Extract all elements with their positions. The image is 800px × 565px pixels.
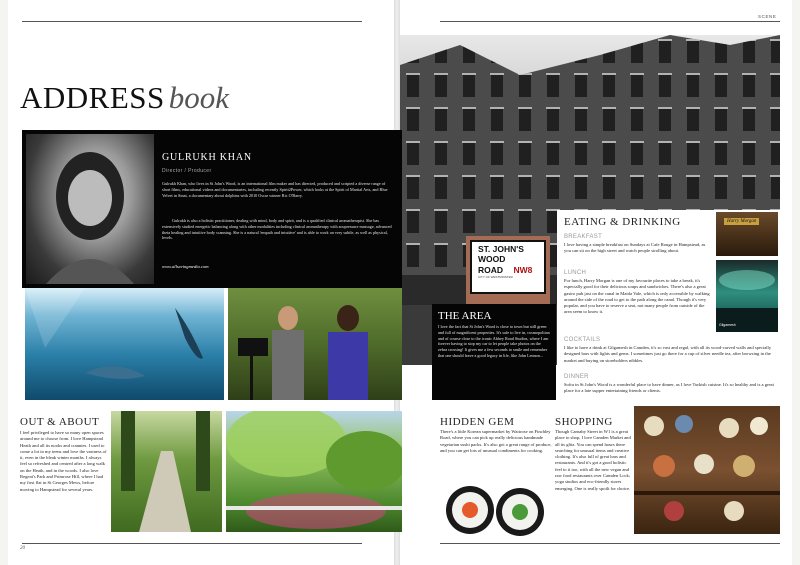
park-path-photo bbox=[111, 411, 222, 532]
profile-bio: Gulrukh Khan, who lives in St John's Wood, is an international film maker and has directed, produced and scripted a diverse range of short films, educational videos and documentaries, including recently Spirit2Power, which looks at the Spirit of Martial Arts, and Blue Velvet in Sinai, a documentary about dolphins with 2010 Oscar winner Ric O'Barry. bbox=[162, 181, 388, 198]
eating-heading: EATING & DRINKING bbox=[564, 216, 681, 228]
out-about-heading: OUT & ABOUT bbox=[20, 416, 100, 428]
gilgamesh-caption: Gilgamesh bbox=[719, 323, 736, 327]
park-path-illustration bbox=[111, 411, 222, 532]
profile-name: GULRUKH KHAN bbox=[162, 152, 252, 163]
lunch-text: For lunch, Harry Morgan is one of my favourite places to take a break, it's especially good for their delicious soups and sandwiches. There's also a great gastro pub just on the canal in Maida Vale, which is only accessible by walking around the side of the road to get to the path along the canal. Though it's very popular, and you have to reserve a seat, not many people from outside of the area seem to know it. bbox=[564, 278, 710, 315]
film-crew-illustration bbox=[228, 288, 402, 400]
breakfast-text: I love having a simple breakfast on Sundays at Cafe Rouge in Hampstead, as you can sit on the high street and watch people strolling about. bbox=[564, 242, 706, 254]
sushi-photo bbox=[440, 470, 552, 540]
dinner-label: DINNER bbox=[564, 374, 589, 380]
section-label: SCENE bbox=[758, 14, 777, 19]
page-number: 20 bbox=[20, 546, 25, 551]
street-sign-postcode: NW8 bbox=[513, 265, 533, 275]
shopping-heading: SHOPPING bbox=[555, 416, 613, 428]
page-title bbox=[20, 80, 229, 116]
street-sign-borough: CITY OF WESTMINSTER bbox=[478, 275, 513, 279]
cocktails-text: I like to have a drink at Gilgamesh in Camden, it's so vast and regal, with all its wood-carved walls and specially designed bars with lights and gems. I sometimes just go there for a cup of silver needle tea, after browsing in the market and buying on storeholders nibbles. bbox=[564, 345, 772, 363]
lunch-label: LUNCH bbox=[564, 270, 587, 276]
gilgamesh-illustration bbox=[716, 260, 778, 332]
profile-website[interactable]: www.allseeingmedia.com bbox=[162, 264, 209, 269]
profile-bio-2: Gulrukh is also a holistic practitioner, dealing with mind, body and spirit, and is a qualified clinical aromatherapist. She has extensively studied energetic balancing along with other modalities including clinical aromatherapy with acupressure massage, advanced theta healing and intuitive body scanning. She is a natural 'empath and intuitive' and is able to work on very subtle, as well as physical, levels. bbox=[162, 218, 392, 241]
cocktails-label: COCKTAILS bbox=[564, 337, 601, 343]
hidden-gem-text: There's a little Korean supermarket by Waitrose on Finchley Road, where you can pick up really delicious handmade vegetarian sushi packs. It's also got a great range of produce, and you can get lots of unusual condiments for cooking. bbox=[440, 429, 552, 453]
film-crew-photo bbox=[228, 288, 402, 400]
street-sign-line3-row bbox=[472, 264, 544, 275]
street-sign bbox=[466, 236, 550, 304]
market-photo bbox=[634, 406, 780, 534]
title-italic: book bbox=[168, 80, 230, 115]
title-main: ADDRESS bbox=[20, 80, 165, 115]
garden-photo bbox=[226, 411, 402, 532]
portrait-photo bbox=[26, 134, 154, 284]
area-heading: THE AREA bbox=[438, 310, 492, 322]
breakfast-label: BREAKFAST bbox=[564, 234, 603, 240]
top-rule-left bbox=[22, 21, 362, 22]
portrait-illustration bbox=[26, 134, 154, 284]
street-sign-line1: ST. JOHN'S bbox=[478, 244, 524, 254]
bottom-rule-left bbox=[22, 543, 362, 544]
harry-morgan-sign: Harry Morgan bbox=[724, 218, 759, 225]
top-rule-right bbox=[440, 21, 780, 22]
gilgamesh-photo bbox=[716, 260, 778, 332]
dinner-text: Sofra in St John's Wood is a wonderful place to have dinner, as I love Turkish cuisine. It's so healthy and is a great place for a late supper entertaining friends or clients. bbox=[564, 382, 774, 394]
bottom-rule-right bbox=[440, 543, 780, 544]
market-illustration bbox=[634, 406, 780, 534]
garden-illustration bbox=[226, 411, 402, 532]
dolphin-photo bbox=[25, 288, 224, 400]
street-sign-board bbox=[470, 240, 546, 294]
profile-role: Director / Producer bbox=[162, 168, 212, 174]
street-sign-line3: ROAD bbox=[478, 265, 504, 275]
street-sign-line2: WOOD bbox=[478, 254, 506, 264]
harry-morgan-photo bbox=[716, 212, 778, 256]
hidden-gem-heading: HIDDEN GEM bbox=[440, 416, 515, 428]
dolphin-illustration bbox=[25, 288, 224, 400]
area-body: I love the fact that St John's Wood is close to town but still green and full of magnificent properties. It's safe to live in, cosmopolitan and of course close to the iconic Abbey Road Studios, where I am forever having to stop my car to let people take photos on the zebra crossing! It gives me a few seconds to smile and remember that one should leave a good legacy in life, like John Lennon... bbox=[438, 324, 550, 358]
out-about-text: I feel privileged to have so many open spaces around me to choose from. I love Hampstead Heath and all its nooks and crannies. I used to come a lot in my teens and love the vastness of it, even in the bleak winter months. I always feel so refreshed and centred after a long walk on the Heath, and in the woods. I also love Regent's Park and Primrose Hill, where I had my first flat in St Georges Mews, before moving to Hampstead for several years. bbox=[20, 430, 107, 492]
sushi-illustration bbox=[440, 470, 552, 540]
shopping-text: Though Carnaby Street in W1 is a great place to shop, I love Camden Market and all its glitz. You can spend hours there searching for unusual items and creative clothing. It's also full of great bars and restaurants. And it's got a good holistic feel to it too, with all the new vegan and raw food restaurants over Camden Lock; yoga studios and eco-friendly stores emerging. One is really spoilt for choice. bbox=[555, 429, 631, 491]
